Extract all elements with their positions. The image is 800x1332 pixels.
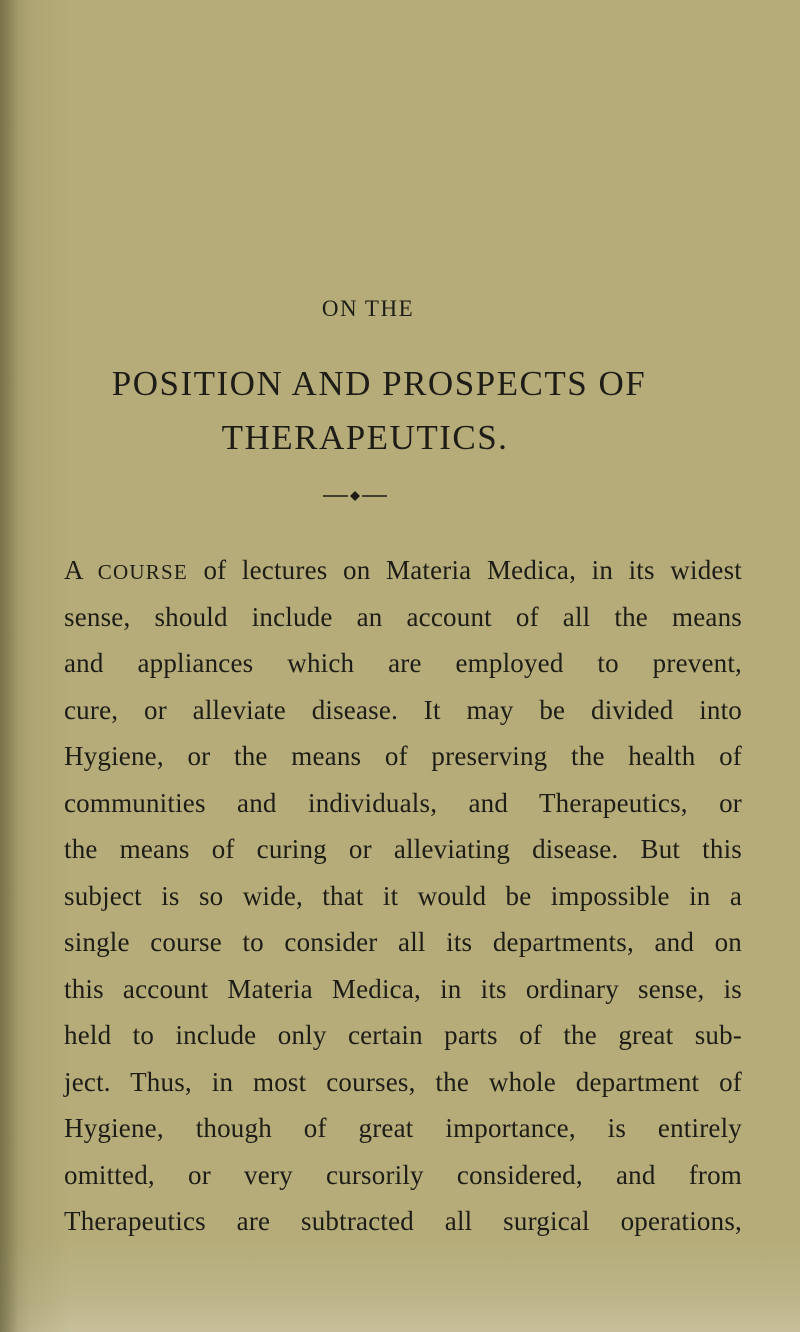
drop-word: A [64,555,83,585]
text-line: subject is so wide, that it would be impossible in a [64,880,742,911]
text-line: sense, should include an account of all the means [64,601,742,632]
pre-title: ON THE [321,296,415,321]
text-line: omitted, or very cursorily considered, and from [64,1159,742,1190]
first-line-rest: of lectures on Materia Medica, in its widest [203,555,742,585]
text-line: and appliances which are employed to prevent, [64,648,742,678]
diamond-rule-ornament-icon [315,489,395,503]
text-line: the means of curing or alleviating disease. But this [64,834,742,864]
text-line: Hygiene, or the means of preserving the health of [64,741,742,771]
text-line: ject. Thus, in most courses, the whole department of [64,1066,742,1097]
title-line-2: THERAPEUTICS. [221,418,509,457]
text-line-first [64,550,742,597]
text-line: this account Materia Medica, in its ordinary sense, is [64,973,742,1004]
text-line: held to include only certain parts of the great sub- [64,1020,742,1050]
title-line-1: POSITION AND PROSPECTS OF [111,364,647,403]
text-line: Therapeutics are subtracted all surgical operations, [64,1206,742,1236]
text-line: Hygiene, though of great importance, is entirely [64,1113,742,1143]
text-line: communities and individuals, and Therapeutics, or [64,787,742,818]
text-line: single course to consider all its departments, and on [64,927,742,957]
body-paragraph [64,550,742,1248]
page-gutter-shadow [0,0,18,1332]
text-line: cure, or alleviate disease. It may be divided into [64,694,742,725]
smallcaps-word: COURSE [97,560,188,584]
